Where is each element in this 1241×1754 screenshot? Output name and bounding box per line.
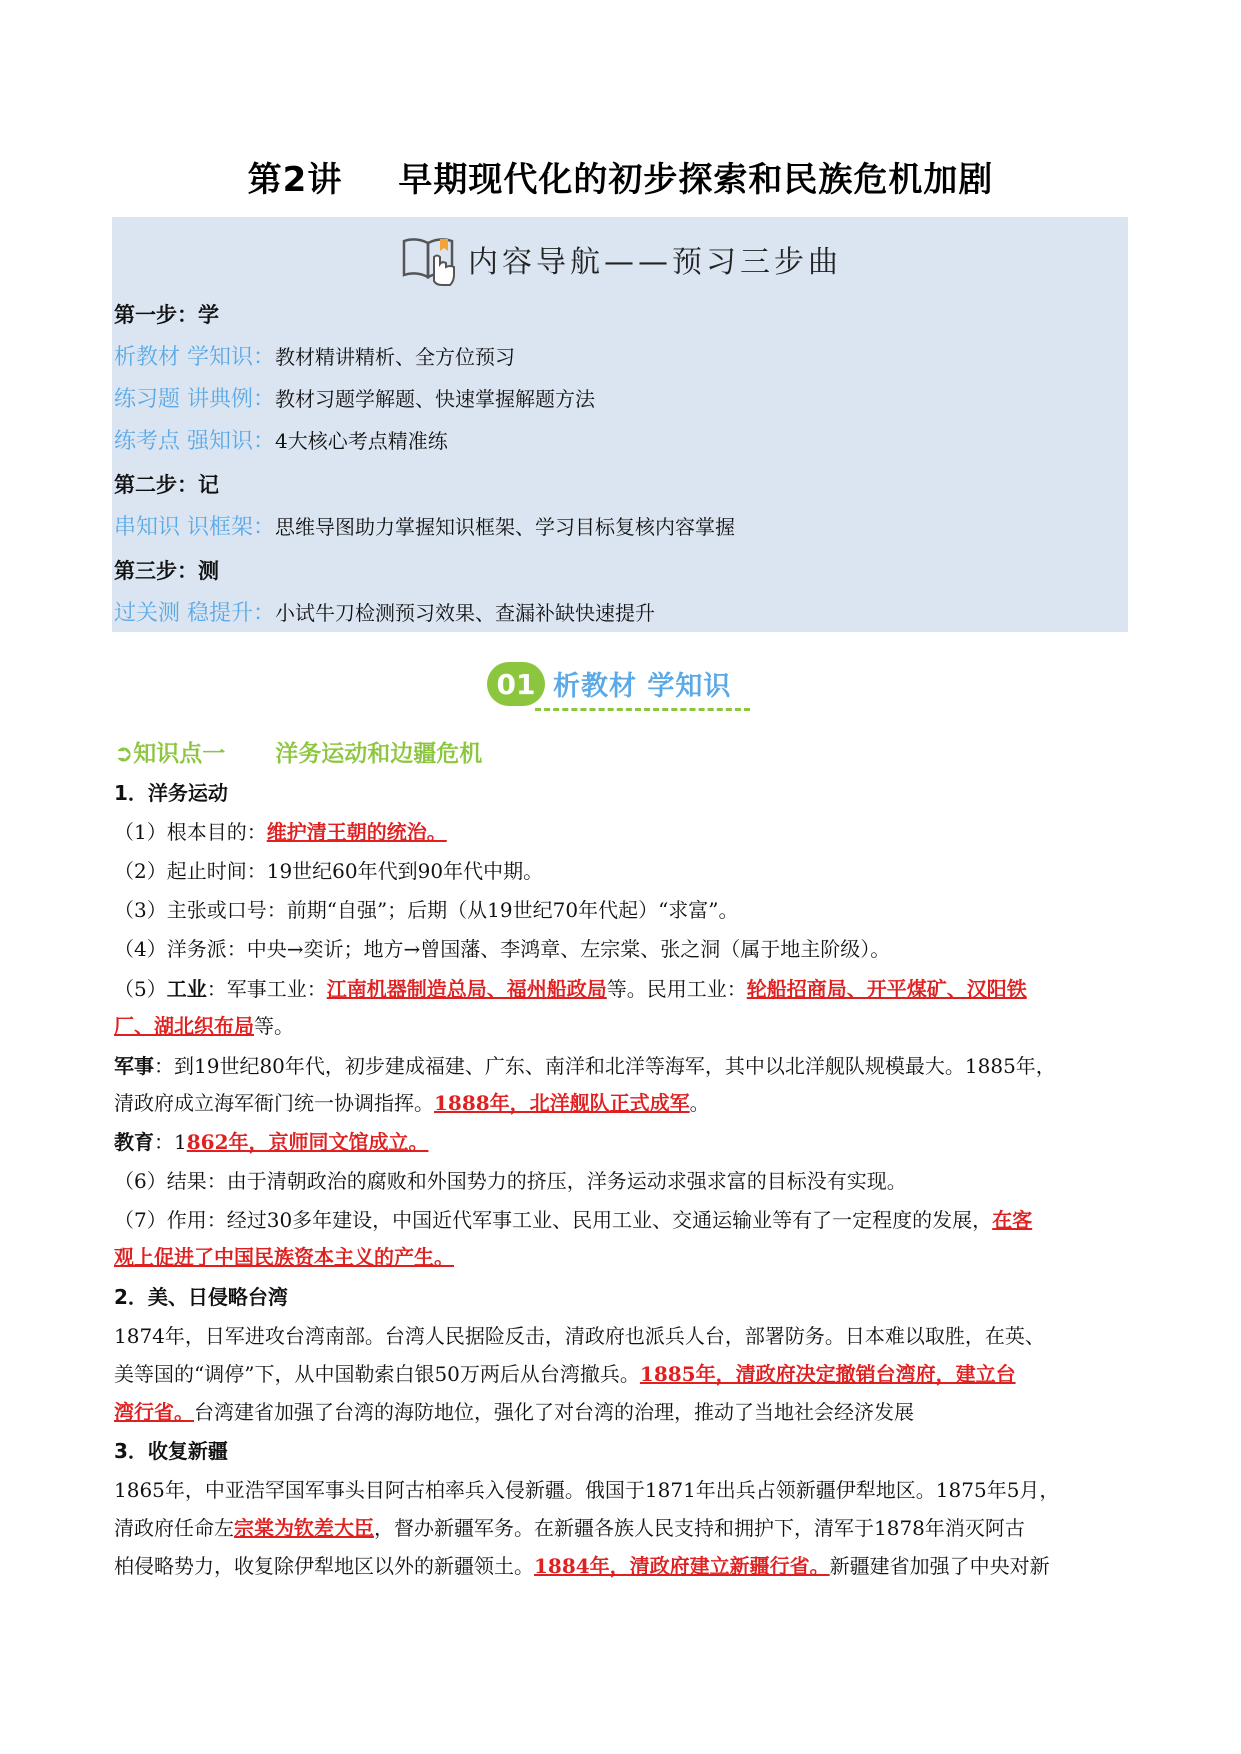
- highlight: 1884年，清政府建立新疆行省。: [534, 1554, 830, 1578]
- highlight: 厂、湖北织布局: [114, 1014, 254, 1038]
- lecture-number: 第2讲: [247, 160, 343, 200]
- text: ：军事工业：: [206, 977, 327, 1001]
- text: ：到19世纪80年代，初步建成福建、广东、南洋和北洋等海军，其中以北洋舰队规模最大。1885年，: [154, 1054, 1056, 1078]
- para-effect-cont: [114, 1243, 1134, 1271]
- highlight: 862年，京师同文馆成立。: [186, 1130, 429, 1154]
- heading-1: 1．洋务运动: [114, 781, 228, 805]
- nav-row-4-label: 串知识 识框架：: [114, 515, 275, 540]
- nav-row-2: [114, 385, 595, 414]
- text: （1）根本目的：: [114, 820, 267, 844]
- step-two-label: 第二步：记: [114, 473, 219, 497]
- nav-row-5-label: 过关测 稳提升：: [114, 601, 275, 626]
- highlight: 轮船招商局、开平煤矿、汉阳铁: [746, 977, 1027, 1001]
- para-industry: [114, 975, 1134, 1003]
- step-one: [114, 301, 219, 329]
- text: 柏侵略势力，收复除伊犁地区以外的新疆领土。: [114, 1554, 534, 1578]
- text: （7）作用：经过30多年建设，中国近代军事工业、民用工业、交通运输业等有了一定程度的发展，: [114, 1208, 993, 1232]
- section-badge: 01: [487, 662, 545, 706]
- para-purpose: [114, 818, 1134, 846]
- text: ，督办新疆军务。在新疆各族人民支持和拥护下，清军于1878年消灭阿古: [374, 1516, 1025, 1540]
- highlight: 宗棠为钦差大臣: [234, 1516, 374, 1540]
- step-three: [114, 557, 219, 585]
- text: 清政府成立海军衙门统一协调指挥。: [114, 1091, 434, 1115]
- bold-term: 教育: [114, 1130, 154, 1154]
- nav-row-1: [114, 343, 515, 372]
- nav-heading-text: 内容导航——预习三步曲: [468, 245, 842, 280]
- para-military: [114, 1052, 1134, 1080]
- bold-term: 军事: [114, 1054, 154, 1078]
- highlight: 1888年，北洋舰队正式成军: [434, 1091, 690, 1115]
- knowledge-point-title: 洋务运动和边疆危机: [275, 741, 483, 767]
- knowledge-point-prefix: ➲知识点一: [114, 741, 226, 767]
- nav-row-4: [114, 513, 735, 542]
- book-hand-icon: [398, 231, 462, 287]
- para-xinjiang-1: 1865年，中亚浩罕国军事头目阿古柏率兵入侵新疆。俄国于1871年出兵占领新疆伊犁地区。1875年5月，: [114, 1478, 1060, 1502]
- section-heading: [487, 660, 757, 710]
- highlight: 观上促进了中国民族资本主义的产生。: [114, 1245, 454, 1269]
- nav-row-1-label: 析教材 学知识：: [114, 345, 275, 370]
- para-taiwan-1: 1874年，日军进攻台湾南部。台湾人民据险反击，清政府也派兵人台，部署防务。日本难以取胜，在英、: [114, 1324, 1045, 1348]
- para-result: （6）结果：由于清朝政治的腐败和外国势力的挤压，洋务运动求强求富的目标没有实现。: [114, 1169, 907, 1193]
- para-industry-cont: [114, 1012, 1134, 1040]
- highlight: 维护清王朝的统治。: [266, 820, 447, 844]
- lecture-title: 早期现代化的初步探索和民族危机加剧: [398, 160, 994, 200]
- nav-heading: [112, 229, 1128, 289]
- nav-row-2-desc: 教材习题学解题、快速掌握解题方法: [275, 387, 595, 411]
- text: 等。民用工业：: [606, 977, 747, 1001]
- text: 等。: [254, 1014, 294, 1038]
- highlight: 江南机器制造总局、福州船政局: [326, 977, 607, 1001]
- para-xinjiang-3: [114, 1552, 1134, 1580]
- highlight: 在客: [992, 1208, 1033, 1232]
- nav-row-2-label: 练习题 讲典例：: [114, 387, 275, 412]
- page-title: [0, 152, 1241, 201]
- nav-row-4-desc: 思维导图助力掌握知识框架、学习目标复核内容掌握: [275, 515, 735, 539]
- highlight: 1885年，清政府决定撤销台湾府，建立台: [639, 1362, 1016, 1386]
- para-slogan: （3）主张或口号：前期“自强”；后期（从19世纪70年代起）“求富”。: [114, 898, 739, 922]
- section-title: 析教材 学知识: [553, 671, 732, 702]
- knowledge-point-heading: [114, 735, 482, 768]
- para-effect: [114, 1206, 1134, 1234]
- text: ：1: [154, 1130, 187, 1154]
- para-education: [114, 1128, 1134, 1156]
- bold-term: 工业: [166, 977, 207, 1001]
- content-navigation-box: [112, 217, 1128, 632]
- text: 新疆建省加强了中央对新: [829, 1554, 1050, 1578]
- text: 美等国的“调停”下，从中国勒索白银50万两后从台湾撤兵。: [114, 1362, 640, 1386]
- nav-row-3-label: 练考点 强知识：: [114, 429, 275, 454]
- para-taiwan-2: [114, 1360, 1134, 1388]
- text: 。: [689, 1091, 710, 1115]
- nav-row-3: [114, 427, 448, 456]
- heading-3: 3．收复新疆: [114, 1439, 228, 1463]
- step-one-label: 第一步：学: [114, 303, 219, 327]
- highlight: 湾行省。: [114, 1400, 194, 1424]
- para-xinjiang-2: [114, 1514, 1134, 1542]
- text: 清政府任命左: [114, 1516, 234, 1540]
- step-two: [114, 471, 219, 499]
- para-period: （2）起止时间：19世纪60年代到90年代中期。: [114, 859, 544, 883]
- nav-row-5-desc: 小试牛刀检测预习效果、查漏补缺快速提升: [275, 601, 655, 625]
- text: 台湾建省加强了台湾的海防地位，强化了对台湾的治理，推动了当地社会经济发展: [194, 1400, 914, 1424]
- step-three-label: 第三步：测: [114, 559, 219, 583]
- para-military-cont: [114, 1089, 1134, 1117]
- nav-row-1-desc: 教材精讲精析、全方位预习: [275, 345, 515, 369]
- text: （5）: [114, 977, 167, 1001]
- para-taiwan-3: [114, 1398, 1134, 1426]
- para-faction: （4）洋务派：中央→奕䜣；地方→曾国藩、李鸿章、左宗棠、张之洞（属于地主阶级）。: [114, 937, 891, 961]
- heading-2: 2．美、日侵略台湾: [114, 1285, 288, 1309]
- nav-row-5: [114, 599, 655, 628]
- nav-row-3-desc: 4大核心考点精准练: [275, 429, 448, 453]
- section-dashed-underline: [535, 708, 750, 711]
